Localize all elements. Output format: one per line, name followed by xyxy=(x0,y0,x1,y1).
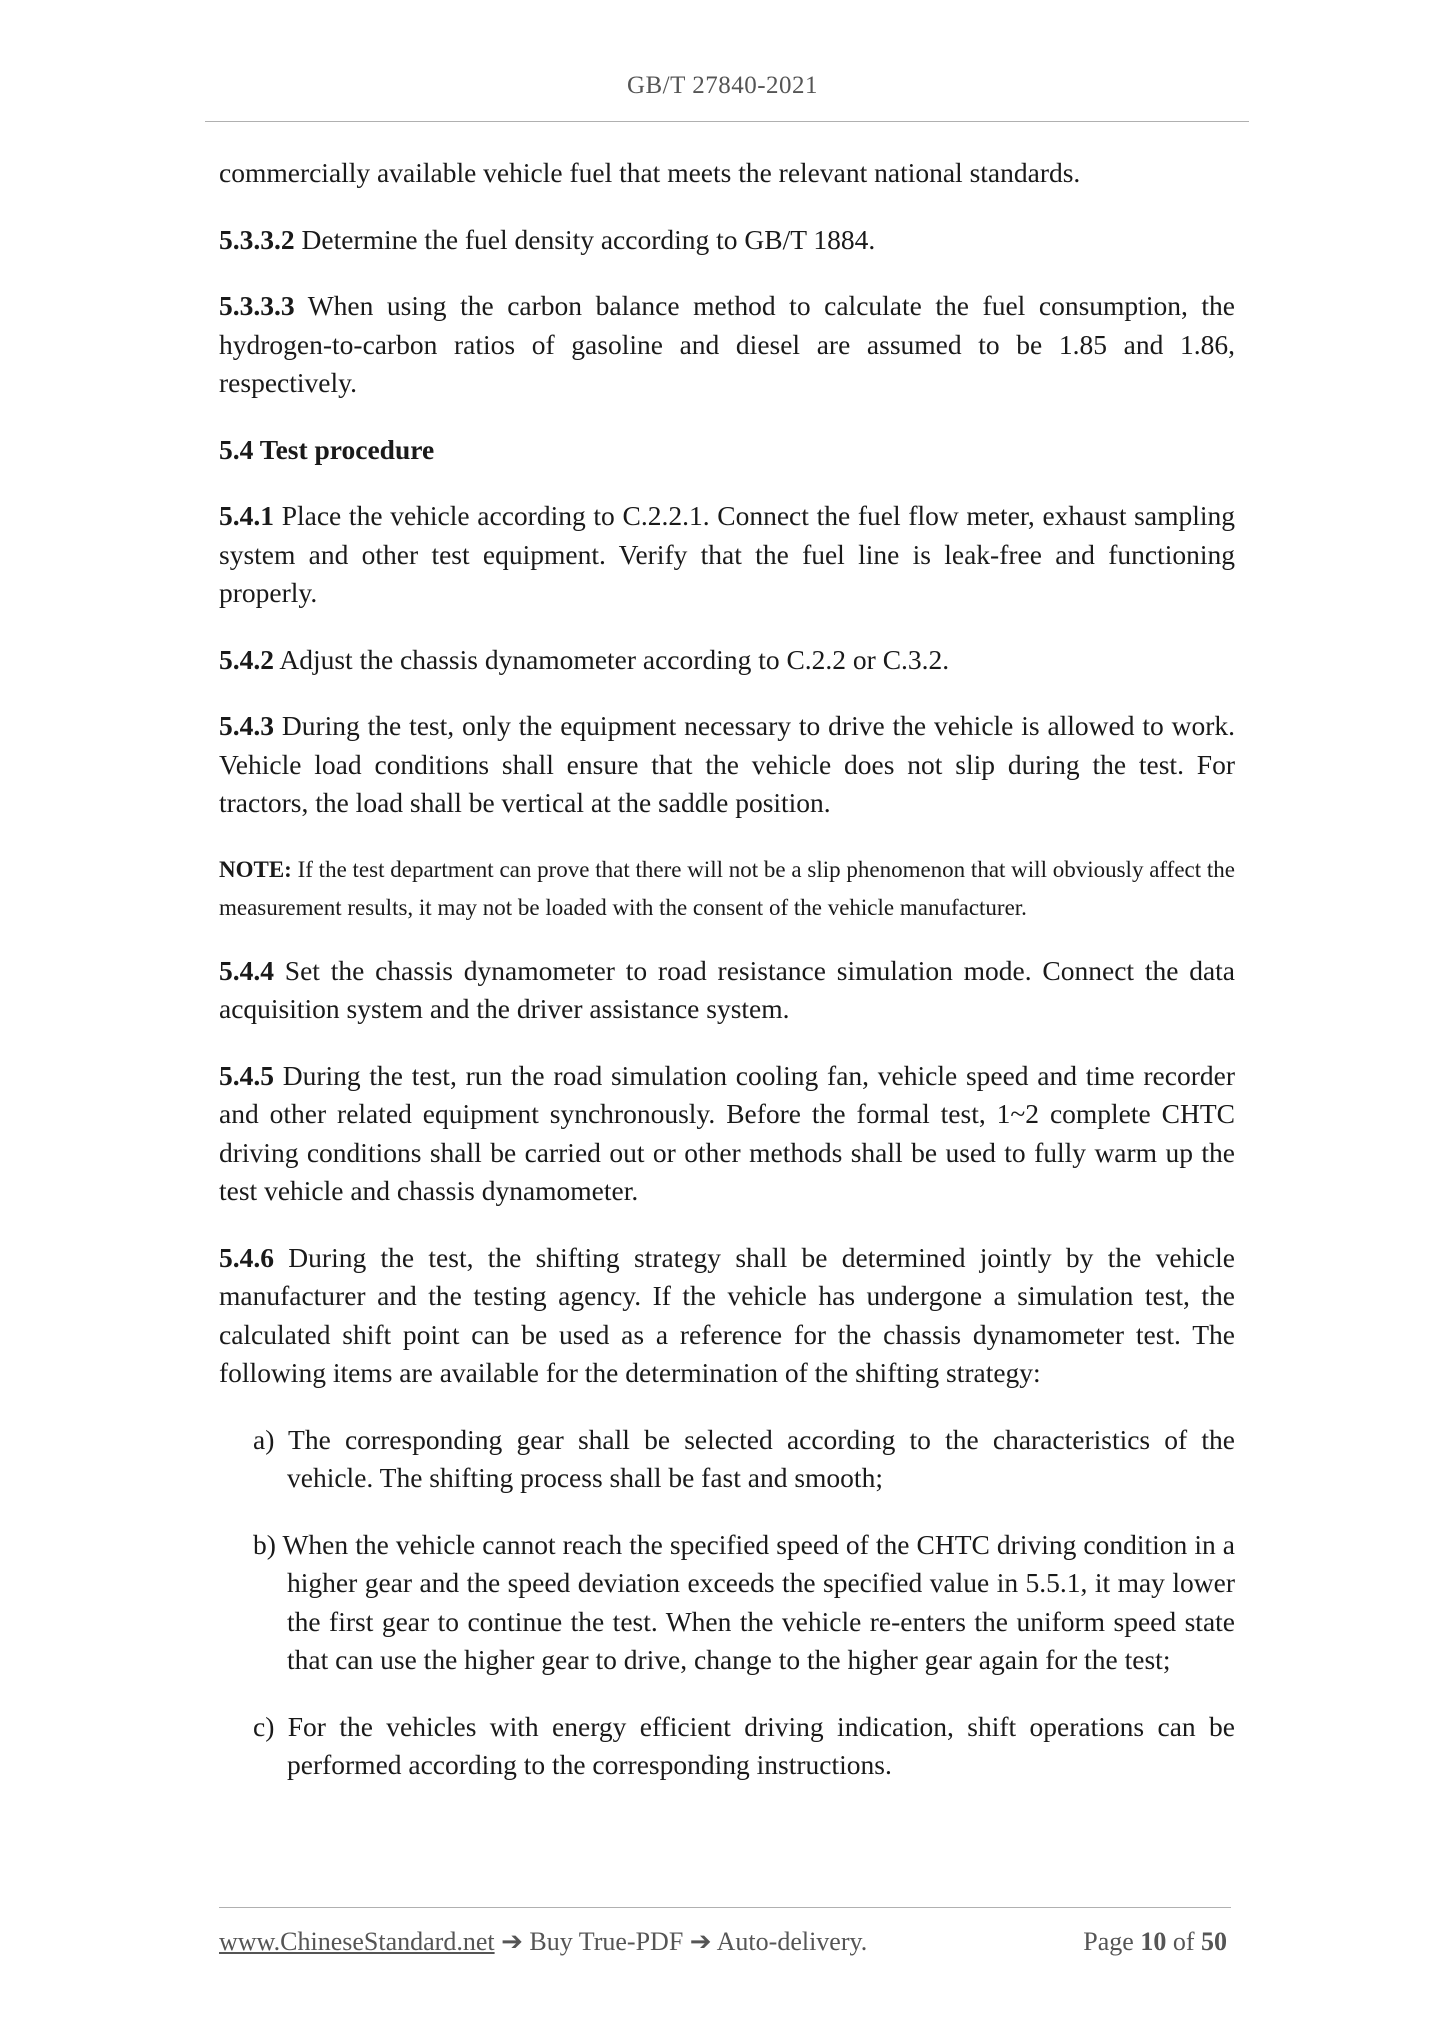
clause-5-4-4 xyxy=(219,952,1235,1029)
clause-5-3-3-2 xyxy=(219,221,1235,260)
clause-number: 5.4.6 xyxy=(219,1241,274,1273)
buy-pdf-text: Buy True-PDF xyxy=(529,1927,684,1956)
clause-number: 5.3.3.2 xyxy=(219,223,295,255)
page-content xyxy=(219,154,1235,1813)
clause-5-4-3 xyxy=(219,707,1235,823)
clause-text: When using the carbon balance method to calculate the fuel consumption, the hydrogen-to-carbon ratios of gasoline and diesel are assumed to be 1.85 and 1.86, respectively. xyxy=(219,290,1235,398)
page-label: Page xyxy=(1083,1927,1141,1956)
clause-text: Set the chassis dynamometer to road resistance simulation mode. Connect the data acquisition system and the driver assistance system. xyxy=(219,954,1235,1024)
clause-text: Adjust the chassis dynamometer according to C.2.2 or C.3.2. xyxy=(274,643,950,675)
section-heading-5-4 xyxy=(219,431,1235,470)
note-paragraph xyxy=(219,851,1235,928)
arrow-right-icon: ➔ xyxy=(683,1927,717,1956)
list-item-c: c) For the vehicles with energy efficient driving indication, shift operations can be performed according to the corresponding instructions. xyxy=(253,1710,1235,1780)
clause-number: 5.4.1 xyxy=(219,500,274,531)
clause-5-4-1 xyxy=(219,497,1235,613)
paragraph-continuation: commercially available vehicle fuel that meets the relevant national standards. xyxy=(219,157,1081,188)
clause-text: Place the vehicle according to C.2.2.1. Connect the fuel flow meter, exhaust sampling system and other test equipment. Verify that the fuel line is leak-free and functioning properly. xyxy=(219,500,1235,608)
note-label: NOTE: xyxy=(219,856,292,882)
list-item-b: b) When the vehicle cannot reach the specified speed of the CHTC driving condition in a higher gear and the speed deviation exceeds the specified value in 5.5.1, it may lower the first gear to continue the test. When the vehicle re-enters the uniform speed state that can use the higher gear to drive, change to the higher gear again for the test; xyxy=(253,1528,1235,1675)
arrow-right-icon: ➔ xyxy=(494,1927,530,1956)
clause-5-4-6 xyxy=(219,1239,1235,1393)
website-link[interactable]: www.ChineseStandard.net xyxy=(219,1927,495,1956)
footer-links xyxy=(219,1927,867,1957)
clause-number: 5.4.4 xyxy=(219,954,274,986)
clause-number: 5.4.2 xyxy=(219,643,274,675)
page-of-label: of xyxy=(1166,1927,1201,1956)
clause-text: During the test, the shifting strategy shall be determined jointly by the vehicle manufacturer and the testing agency. If the vehicle has undergone a simulation test, the calculated shift point can be used as a reference for the chassis dynamometer test. The following items are available for the determination of the shifting strategy: xyxy=(219,1241,1235,1388)
clause-5-3-3-3 xyxy=(219,287,1235,403)
page-header: GB/T 27840-2021 xyxy=(626,72,819,99)
note-text: If the test department can prove that there will not be a slip phenomenon that will obviously affect the measurement results, it may not be loaded with the consent of the vehicle manufacturer. xyxy=(219,856,1235,920)
clause-text: During the test, run the road simulation cooling fan, vehicle speed and time recorder and other related equipment synchronously. Before the formal test, 1~2 complete CHTC driving conditions shall be carried out or other methods shall be used to fully warm up the test vehicle and chassis dynamometer. xyxy=(219,1059,1235,1206)
current-page-number: 10 xyxy=(1140,1927,1167,1956)
header-divider xyxy=(205,121,1249,122)
clause-number: 5.4.3 xyxy=(219,710,274,741)
page-indicator xyxy=(1083,1927,1227,1957)
auto-delivery-text: Auto-delivery. xyxy=(716,1927,868,1956)
clause-text: During the test, only the equipment necessary to drive the vehicle is allowed to work. Vehicle load conditions shall ensure that the vehicle does not slip during the test. For tractors, the load shall be vertical at the saddle position. xyxy=(219,710,1235,818)
clause-5-4-2 xyxy=(219,641,1235,680)
clause-5-4-5 xyxy=(219,1057,1235,1211)
clause-number: 5.4.5 xyxy=(219,1059,274,1091)
total-pages-number: 50 xyxy=(1201,1927,1227,1956)
clause-number: 5.3.3.3 xyxy=(219,290,295,321)
section-heading-text: 5.4 Test procedure xyxy=(219,433,435,465)
footer-divider xyxy=(219,1907,1231,1908)
list-item-a: a) The corresponding gear shall be selected according to the characteristics of the vehicle. The shifting process shall be fast and smooth; xyxy=(253,1423,1235,1493)
clause-text: Determine the fuel density according to GB/T 1884. xyxy=(294,223,876,255)
